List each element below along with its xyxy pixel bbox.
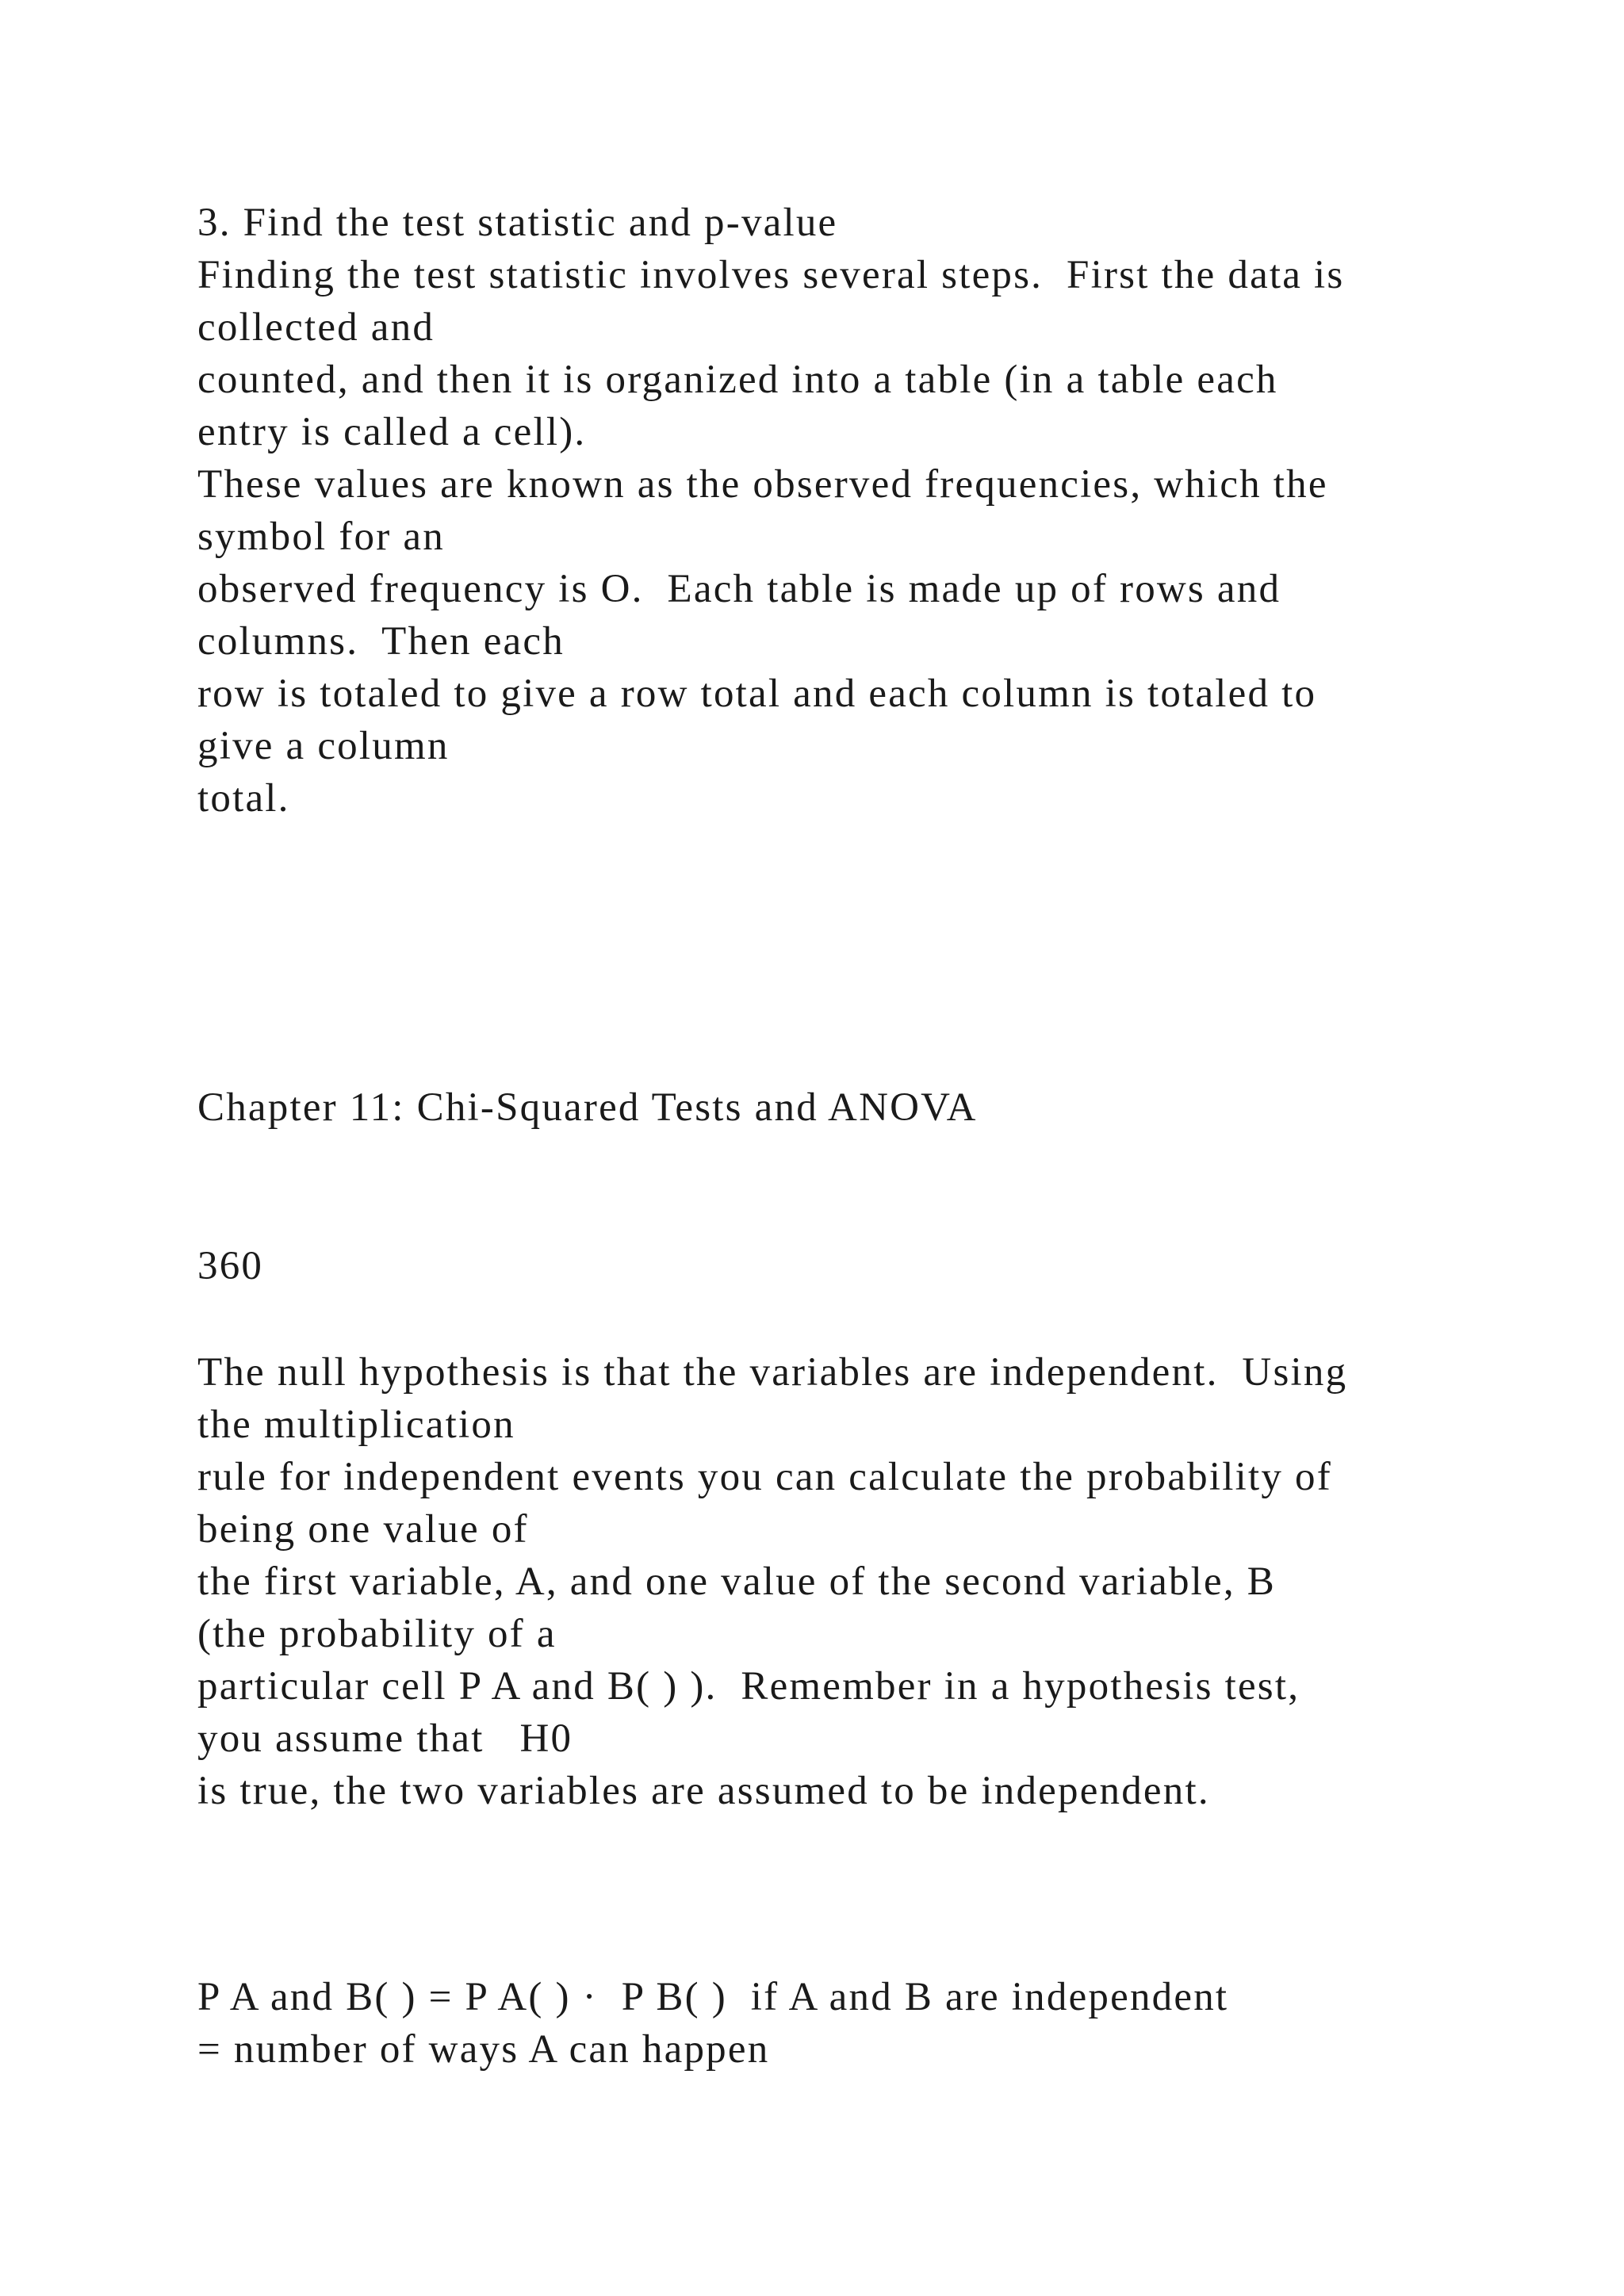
paragraph-line: the first variable, A, and one value of the second variable, B	[197, 1559, 1276, 1604]
paragraph-line: observed frequency is O. Each table is made up of rows and	[197, 567, 1281, 611]
paragraph-line: the multiplication	[197, 1402, 515, 1447]
paragraph-line: Finding the test statistic involves several steps. First the data is	[197, 253, 1345, 297]
paragraph-line: is true, the two variables are assumed to be independent.	[197, 1769, 1210, 1813]
paragraph-line: give a column	[197, 724, 450, 768]
paragraph-line: The null hypothesis is that the variables are independent. Using	[197, 1350, 1348, 1395]
formula-line: = number of ways A can happen	[197, 2027, 770, 2072]
paragraph-line: These values are known as the observed frequencies, which the	[197, 462, 1328, 507]
formula-line: P A and B( ) = P A( ) · P B( ) if A and B are independent	[197, 1975, 1229, 2019]
paragraph-line: row is totaled to give a row total and each column is totaled to	[197, 672, 1317, 716]
paragraph-line: collected and	[197, 305, 435, 350]
paragraph-line: entry is called a cell).	[197, 410, 587, 454]
paragraph-line: symbol for an	[197, 515, 445, 559]
paragraph-line: columns. Then each	[197, 619, 565, 664]
paragraph-line: you assume that H0	[197, 1716, 573, 1761]
paragraph-line: total.	[197, 776, 290, 821]
step-heading: 3. Find the test statistic and p-value	[197, 201, 838, 245]
paragraph-line: being one value of	[197, 1507, 529, 1552]
paragraph-line: (the probability of a	[197, 1612, 557, 1656]
paragraph-line: particular cell P A and B( ) ). Remember in a hypothesis test,	[197, 1664, 1300, 1709]
page-number: 360	[197, 1244, 264, 1288]
paragraph-line: counted, and then it is organized into a table (in a table each	[197, 358, 1278, 402]
paragraph-line: rule for independent events you can calculate the probability of	[197, 1455, 1332, 1499]
chapter-header: Chapter 11: Chi-Squared Tests and ANOVA	[197, 1085, 978, 1130]
